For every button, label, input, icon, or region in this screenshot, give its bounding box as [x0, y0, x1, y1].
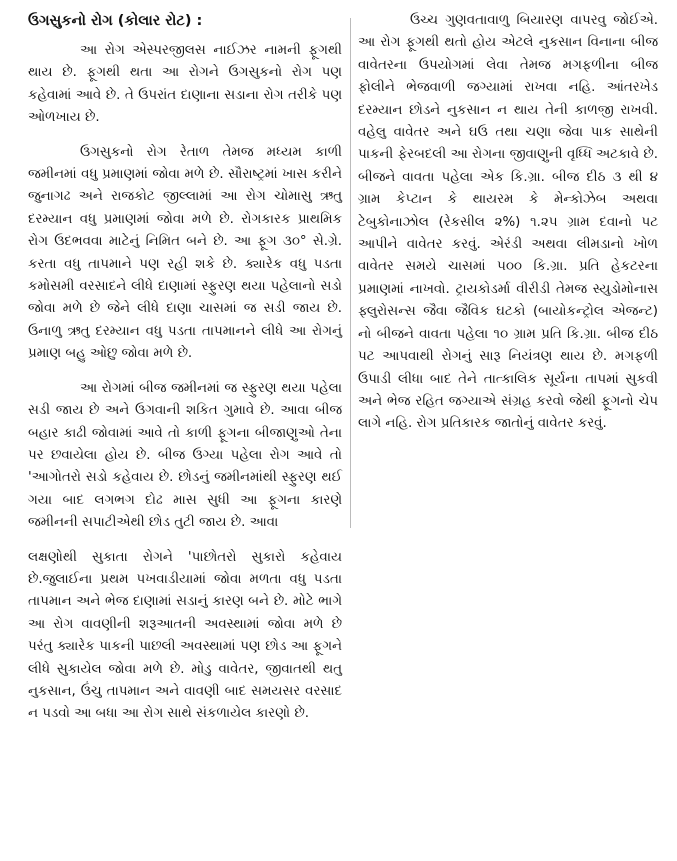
paragraph-control: ઉચ્ચ ગુણવતાવાળુ બિયારણ વાપરવુ જોઈએ. આ રોગ ફૂગથી થતો હોય એટલે નુકસાન વિનાના બીજ વાવેતરના ઉપયોગમાં લેવા તેમજ મગફળીના બીજ ફોલીને ભેજવાળી જગ્યામાં રાખવા નહિ. આંતરખેડ દરમ્યાન છોડને નુકસાન ન થાય તેની કાળજી રાખવી. વહેલુ વાવેતર અને ઘઉ તથા ચણા જેવા પાક સાથેની પાકની ફેરબદલી આ રોગના જીવાણુની વૃધ્ધિ અટકાવે છે. બીજને વાવતા પહેલા એક કિ.ગ્રા. બીજ દીઠ ૩ થી ૪ ગ્રામ કેપ્ટાન કે થાયરમ કે મેન્કોઝેબ અથવા ટેબુકોનાઝોલ (રેકસીલ ૨%) ૧.૨૫ ગ્રામ દવાનો પટ આપીને વાવેતર કરવું. એરંડી અથવા લીમડાનો ખોળ વાવેતર સમયે ચાસમાં ૫૦૦ કિ.ગ્રા. પ્રતિ હેકટરના પ્રમાણમાં નાખવો. ટ્રાયકોડર્મા વીરીડી તેમજ સ્યુડોમોનાસ ફ્લુરોસન્સ જૈવા જૈવિક ઘટકો (બાયોકન્ટ્રોલ એજન્ટ) નો બીજને વાવતા પહેલા ૧૦ ગ્રામ પ્રતિ કિ.ગ્રા. બીજ દીઠ પટ આપવાથી રોગનું સારૂ નિયંત્રણ થાય છે. મગફળી ઉપાડી લીધા બાદ તેને તાત્કાલિક સૂર્યના તાપમાં સુકવી અને ભેજ રહિત જગ્યાએ સંગ્રહ કરવો જેથી ફૂગનો ચેપ લાગે નહિ. રોગ પ્રતિકારક જાતોનું વાવેતર કરવું.: [358, 13, 658, 432]
left-column: [28, 10, 342, 861]
right-column: [358, 10, 658, 861]
paragraph-symptoms: આ રોગમાં બીજ જમીનમાં જ સ્ફુરણ થયા પહેલા સડી જાય છે અને ઉગવાની શકિત ગુમાવે છે. આવા બીજ બહાર કાઢી જોવામાં આવે તો કાળી ફૂગના બીજાણુઓ તેના પર છવાયેલા હોય છે. બીજ ઉગ્યા પહેલા રોગ આવે તો 'આગોતરો સડો કહેવાય છે. છોડનું જમીનમાંથી સ્ફુરણ થઈ ગયા બાદ લગભગ દોઢ માસ સુધી આ ફૂગના કારણે જમીનની સપાટીએથી છોડ તુટી જાય છે. આવા: [28, 380, 342, 531]
column-divider: [350, 18, 351, 528]
section-title: ઉગસુકનો રોગ (કોલાર રોટ) :: [28, 13, 203, 29]
paragraph-symptoms-continued: લક્ષણોથી સુકાતા રોગને 'પાછોતરો સુકારો કહેવાય છે.જુલાઈના પ્રથમ પખવાડીયામાં જોવા મળતા વધુ પડતા તાપમાન અને ભેજ દાણામાં સડાનું કારણ બને છે. મોટે ભાગે આ રોગ વાવણીની શરૂઆતની અવસ્થામાં જોવા મળે છે પરંતુ ક્યારેક પાકની પાછલી અવસ્થામાં પણ છોડ આ ફૂગને લીધે સુકાયેલ જોવા મળે છે. મોડુ વાવેતર, જીવાતથી થતુ નુકસાન, ઉંચુ તાપમાન અને વાવણી બાદ સમયસર વરસાદ ન પડવો આ બધા આ રોગ સાથે સંકળાયેલ કારણો છે.: [28, 549, 342, 722]
paragraph-occurrence: ઉગસુકનો રોગ રેતાળ તેમજ મધ્યમ કાળી જમીનમાં વધુ પ્રમાણમાં જોવા મળે છે. સૌરાષ્ટ્રમાં ખાસ કરીને જુનાગઢ અને રાજકોટ જીલ્લામાં આ રોગ ચોમાસુ ઋતુ દરમ્યાન વધુ પ્રમાણમાં જોવા મળે છે. રોગકારક પ્રાથમિક રોગ ઉદભવવા માટેનું નિમિત બને છે. આ ફૂગ ૩૦° સે.ગ્રે. કરતા વધુ તાપમાને પણ રહી શકે છે. ક્યારેક વધુ પડતા કમોસમી વરસાદને લીધે દાણામાં સ્ફુરણ થયા પહેલાનો સડો જોવા મળે છે જેને લીધે દાણા ચાસમાં જ સડી જાય છે. ઉનાળુ ઋતુ દરમ્યાન વધુ પડતા તાપમાનને લીધે આ રોગનું પ્રમાણ બહુ ઓછુ જોવા મળે છે.: [28, 144, 342, 362]
paragraph-cause: આ રોગ એસ્પરજીલસ નાઈઝર નામની ફૂગથી થાય છે. ફૂગથી થતા આ રોગને ઉગસુકનો રોગ પણ કહેવામાં આવે છે. તે ઉપરાંત દાણાના સડાના રોગ તરીકે પણ ઓળખાય છે.: [28, 43, 342, 126]
